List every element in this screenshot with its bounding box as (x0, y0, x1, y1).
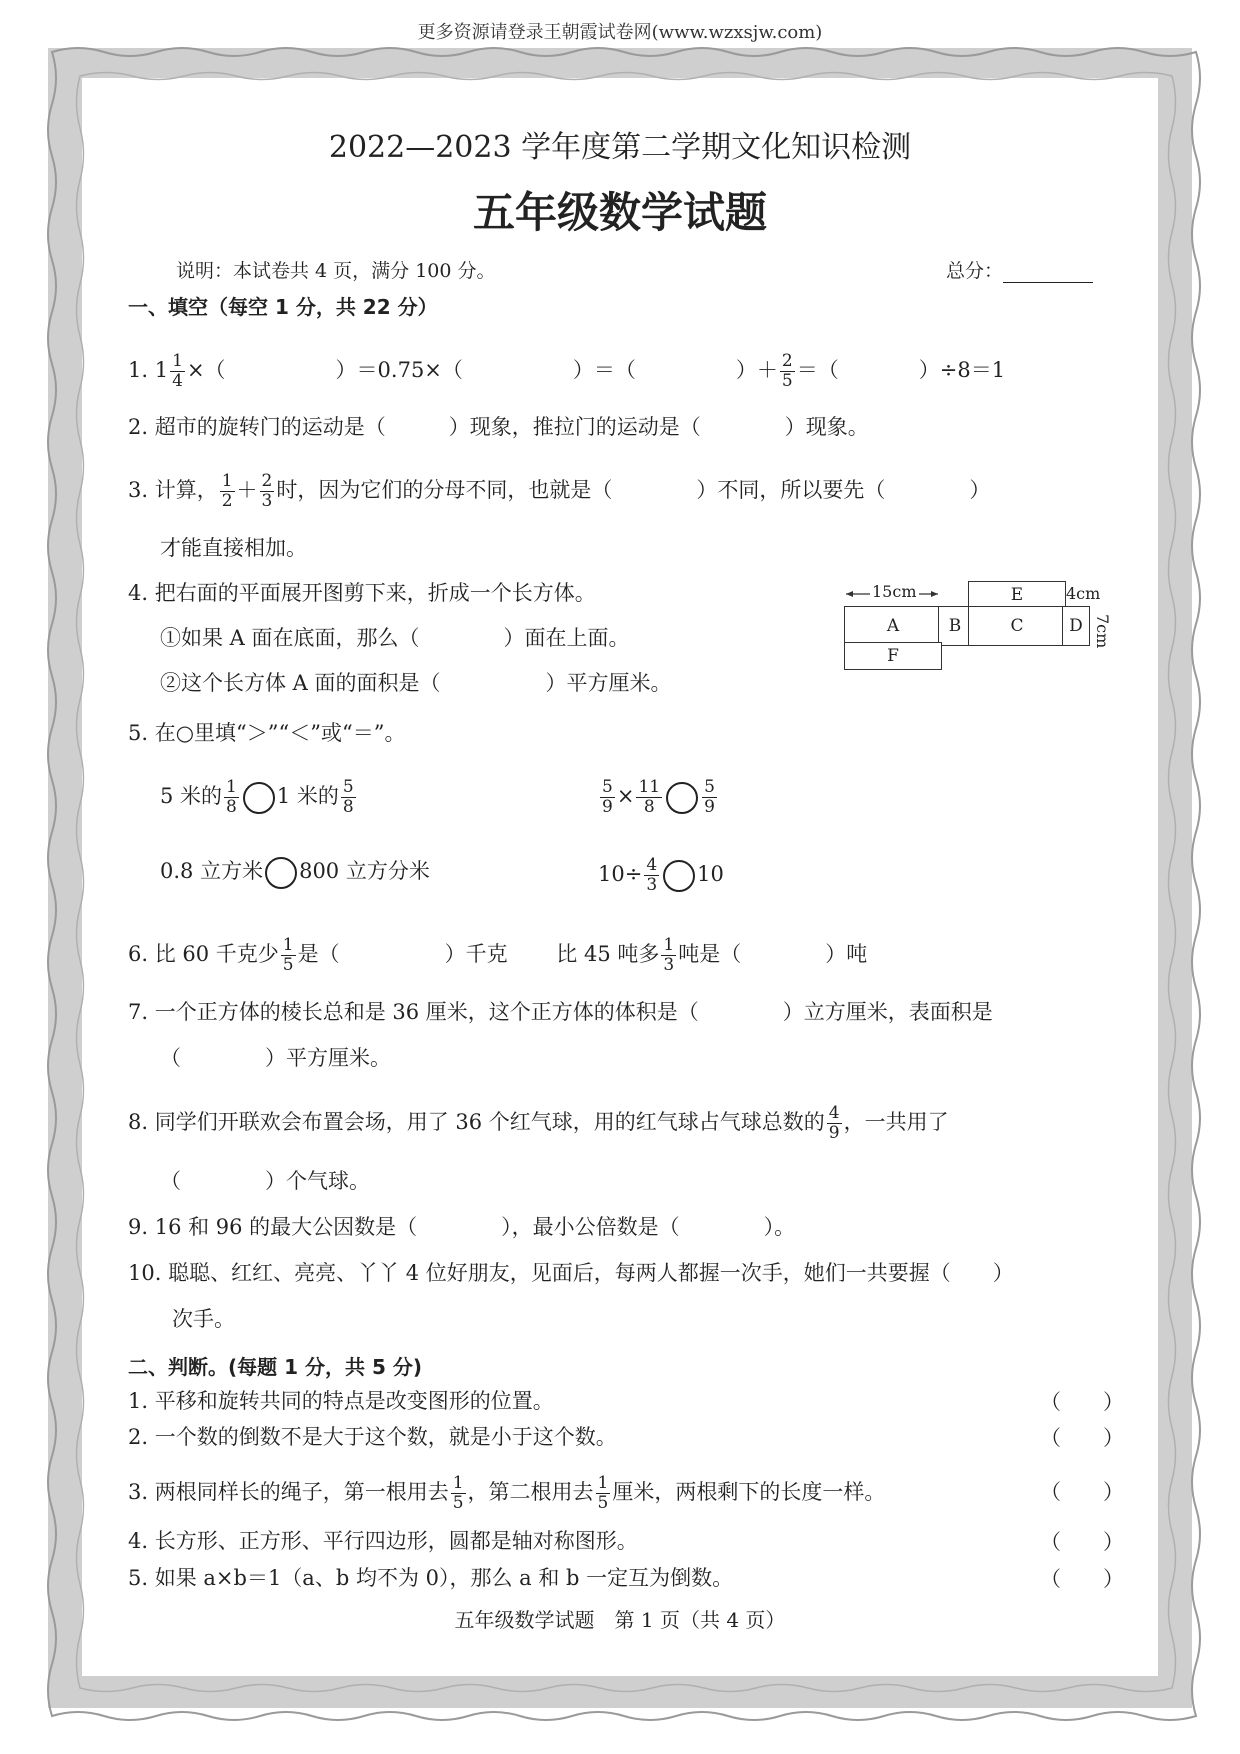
q6-line: 6. 比 60 千克少 $\frac{1}{5}$ 是（ ）千克 比 45 吨多 $\frac{1}{3}$ 吨是（ ）吨 (128, 935, 868, 975)
q5-a: 5 米的 $\frac{1}{8}$ 1 米的 $\frac{5}{8}$ (160, 777, 354, 817)
fraction: $\frac{1}{8}$ (226, 777, 237, 817)
fraction: $\frac{2}{5}$ (781, 351, 793, 391)
fraction: $\frac{1}{5}$ (452, 1473, 464, 1513)
fraction: $\frac{1}{3}$ (663, 935, 675, 975)
watermark: 更多资源请登录王朝霞试卷网(www.wzxsjw.com) (417, 22, 823, 43)
compare-circle[interactable] (265, 857, 297, 889)
compare-circle[interactable] (663, 860, 695, 892)
net-face-f: F (844, 642, 942, 670)
q5-d: 10÷ $\frac{4}{3}$ 10 (598, 855, 724, 895)
net-face-b: B (938, 606, 972, 646)
page-footer: 五年级数学试题 第 1 页（共 4 页） (454, 1608, 786, 1632)
q7-line: 7. 一个正方体的棱长总和是 36 厘米，这个正方体的体积是（ ）立方厘米，表面积是 (128, 1000, 993, 1024)
compare-circle[interactable] (243, 782, 275, 814)
q5-c: 0.8 立方米 800 立方分米 (160, 856, 430, 889)
fraction: $\frac{11}{8}$ (638, 777, 661, 817)
q5-line: 5. 在○里填“＞”“＜”或“＝”。 (128, 721, 406, 745)
q4-line: 4. 把右面的平面展开图剪下来，折成一个长方体。 (128, 581, 596, 605)
net-face-a: A (844, 606, 942, 646)
q5-b: $\frac{5}{9}$ × $\frac{11}{8}$ $\frac{5}{9}$ (602, 777, 715, 817)
answer-bracket[interactable]: （ ） (1040, 1480, 1124, 1504)
fraction: $\frac{1}{2}$ (221, 471, 233, 511)
q4-sub-b: ②这个长方体 A 面的面积是（ ）平方厘米。 (160, 671, 672, 695)
compare-circle[interactable] (666, 782, 698, 814)
cuboid-net-diagram (840, 578, 1120, 688)
net-face-d: D (1062, 606, 1090, 646)
total-score-label: 总分： (946, 260, 1004, 282)
judge-q5: 5. 如果 a×b＝1（a、b 均不为 0），那么 a 和 b 一定互为倒数。 (128, 1566, 734, 1590)
answer-bracket[interactable]: （ ） (1040, 1530, 1124, 1554)
fraction: $\frac{5}{9}$ (704, 777, 715, 817)
q10-line2: 次手。 (172, 1307, 235, 1331)
fraction: $\frac{5}{8}$ (342, 777, 354, 817)
fraction: $\frac{5}{9}$ (602, 777, 613, 817)
judge-q3: 3. 两根同样长的绳子，第一根用去 $\frac{1}{5}$ ，第二根用去 $\frac{1}{5}$ 厘米，两根剩下的长度一样。 (128, 1473, 886, 1513)
q3-line2: 才能直接相加。 (160, 536, 307, 560)
fraction: $\frac{4}{9}$ (828, 1103, 840, 1143)
q2-line: 2. 超市的旋转门的运动是（ ）现象，推拉门的运动是（ ）现象。 (128, 415, 869, 439)
answer-bracket[interactable]: （ ） (1040, 1390, 1124, 1414)
total-score (946, 256, 1093, 283)
net-length-label: 15cm (872, 582, 917, 601)
section1-heading: 一、填空（每空 1 分，共 22 分） (128, 295, 438, 319)
judge-q4: 4. 长方形、正方形、平行四边形，圆都是轴对称图形。 (128, 1529, 638, 1553)
q8-line: 8. 同学们开联欢会布置会场，用了 36 个红气球，用的红气球占气球总数的 $\frac{4}{9}$ ，一共用了 (128, 1103, 949, 1143)
judge-q1: 1. 平移和旋转共同的特点是改变图形的位置。 (128, 1389, 554, 1413)
q1-line: 1. 1 $\frac{1}{4}$ ×（ ）＝0.75×（ ）＝（ ）＋ $\frac{2}{5}$ ＝（ ）÷8＝1 (128, 351, 1006, 391)
answer-bracket[interactable]: （ ） (1040, 1567, 1124, 1591)
exam-note: 说明：本试卷共 4 页，满分 100 分。 (176, 260, 496, 282)
q7-line2: （ ）平方厘米。 (160, 1046, 391, 1070)
total-score-blank[interactable] (1003, 282, 1093, 283)
net-width-label: 4cm (1066, 584, 1101, 603)
fraction: $\frac{1}{4}$ (172, 351, 183, 391)
net-face-e: E (968, 581, 1066, 609)
q9-line: 9. 16 和 96 的最大公因数是（ ），最小公倍数是（ ）。 (128, 1215, 796, 1239)
q3-line: 3. 计算， $\frac{1}{2}$ ＋ $\frac{2}{3}$ 时，因为它们的分母不同，也就是（ ）不同，所以要先（ ） (128, 471, 991, 511)
q10-line: 10. 聪聪、红红、亮亮、丫丫 4 位好朋友，见面后，每两人都握一次手，她们一共要握（ ） (128, 1261, 1014, 1285)
fraction: $\frac{1}{5}$ (597, 1473, 609, 1513)
fraction: $\frac{1}{5}$ (282, 935, 294, 975)
exam-subtitle: 五年级数学试题 (472, 188, 767, 237)
exam-title: 2022—2023 学年度第二学期文化知识检测 (328, 130, 912, 165)
judge-q2: 2. 一个数的倒数不是大于这个数，就是小于这个数。 (128, 1425, 617, 1449)
section2-heading: 二、判断。(每题 1 分，共 5 分) (128, 1355, 422, 1379)
fraction: $\frac{2}{3}$ (261, 471, 273, 511)
net-face-c: C (968, 606, 1066, 646)
answer-bracket[interactable]: （ ） (1040, 1426, 1124, 1450)
q8-line2: （ ）个气球。 (160, 1169, 370, 1193)
q4-sub-a: ①如果 A 面在底面，那么（ ）面在上面。 (160, 626, 630, 650)
fraction: $\frac{4}{3}$ (646, 855, 658, 895)
net-height-label: 7cm (1093, 614, 1112, 649)
